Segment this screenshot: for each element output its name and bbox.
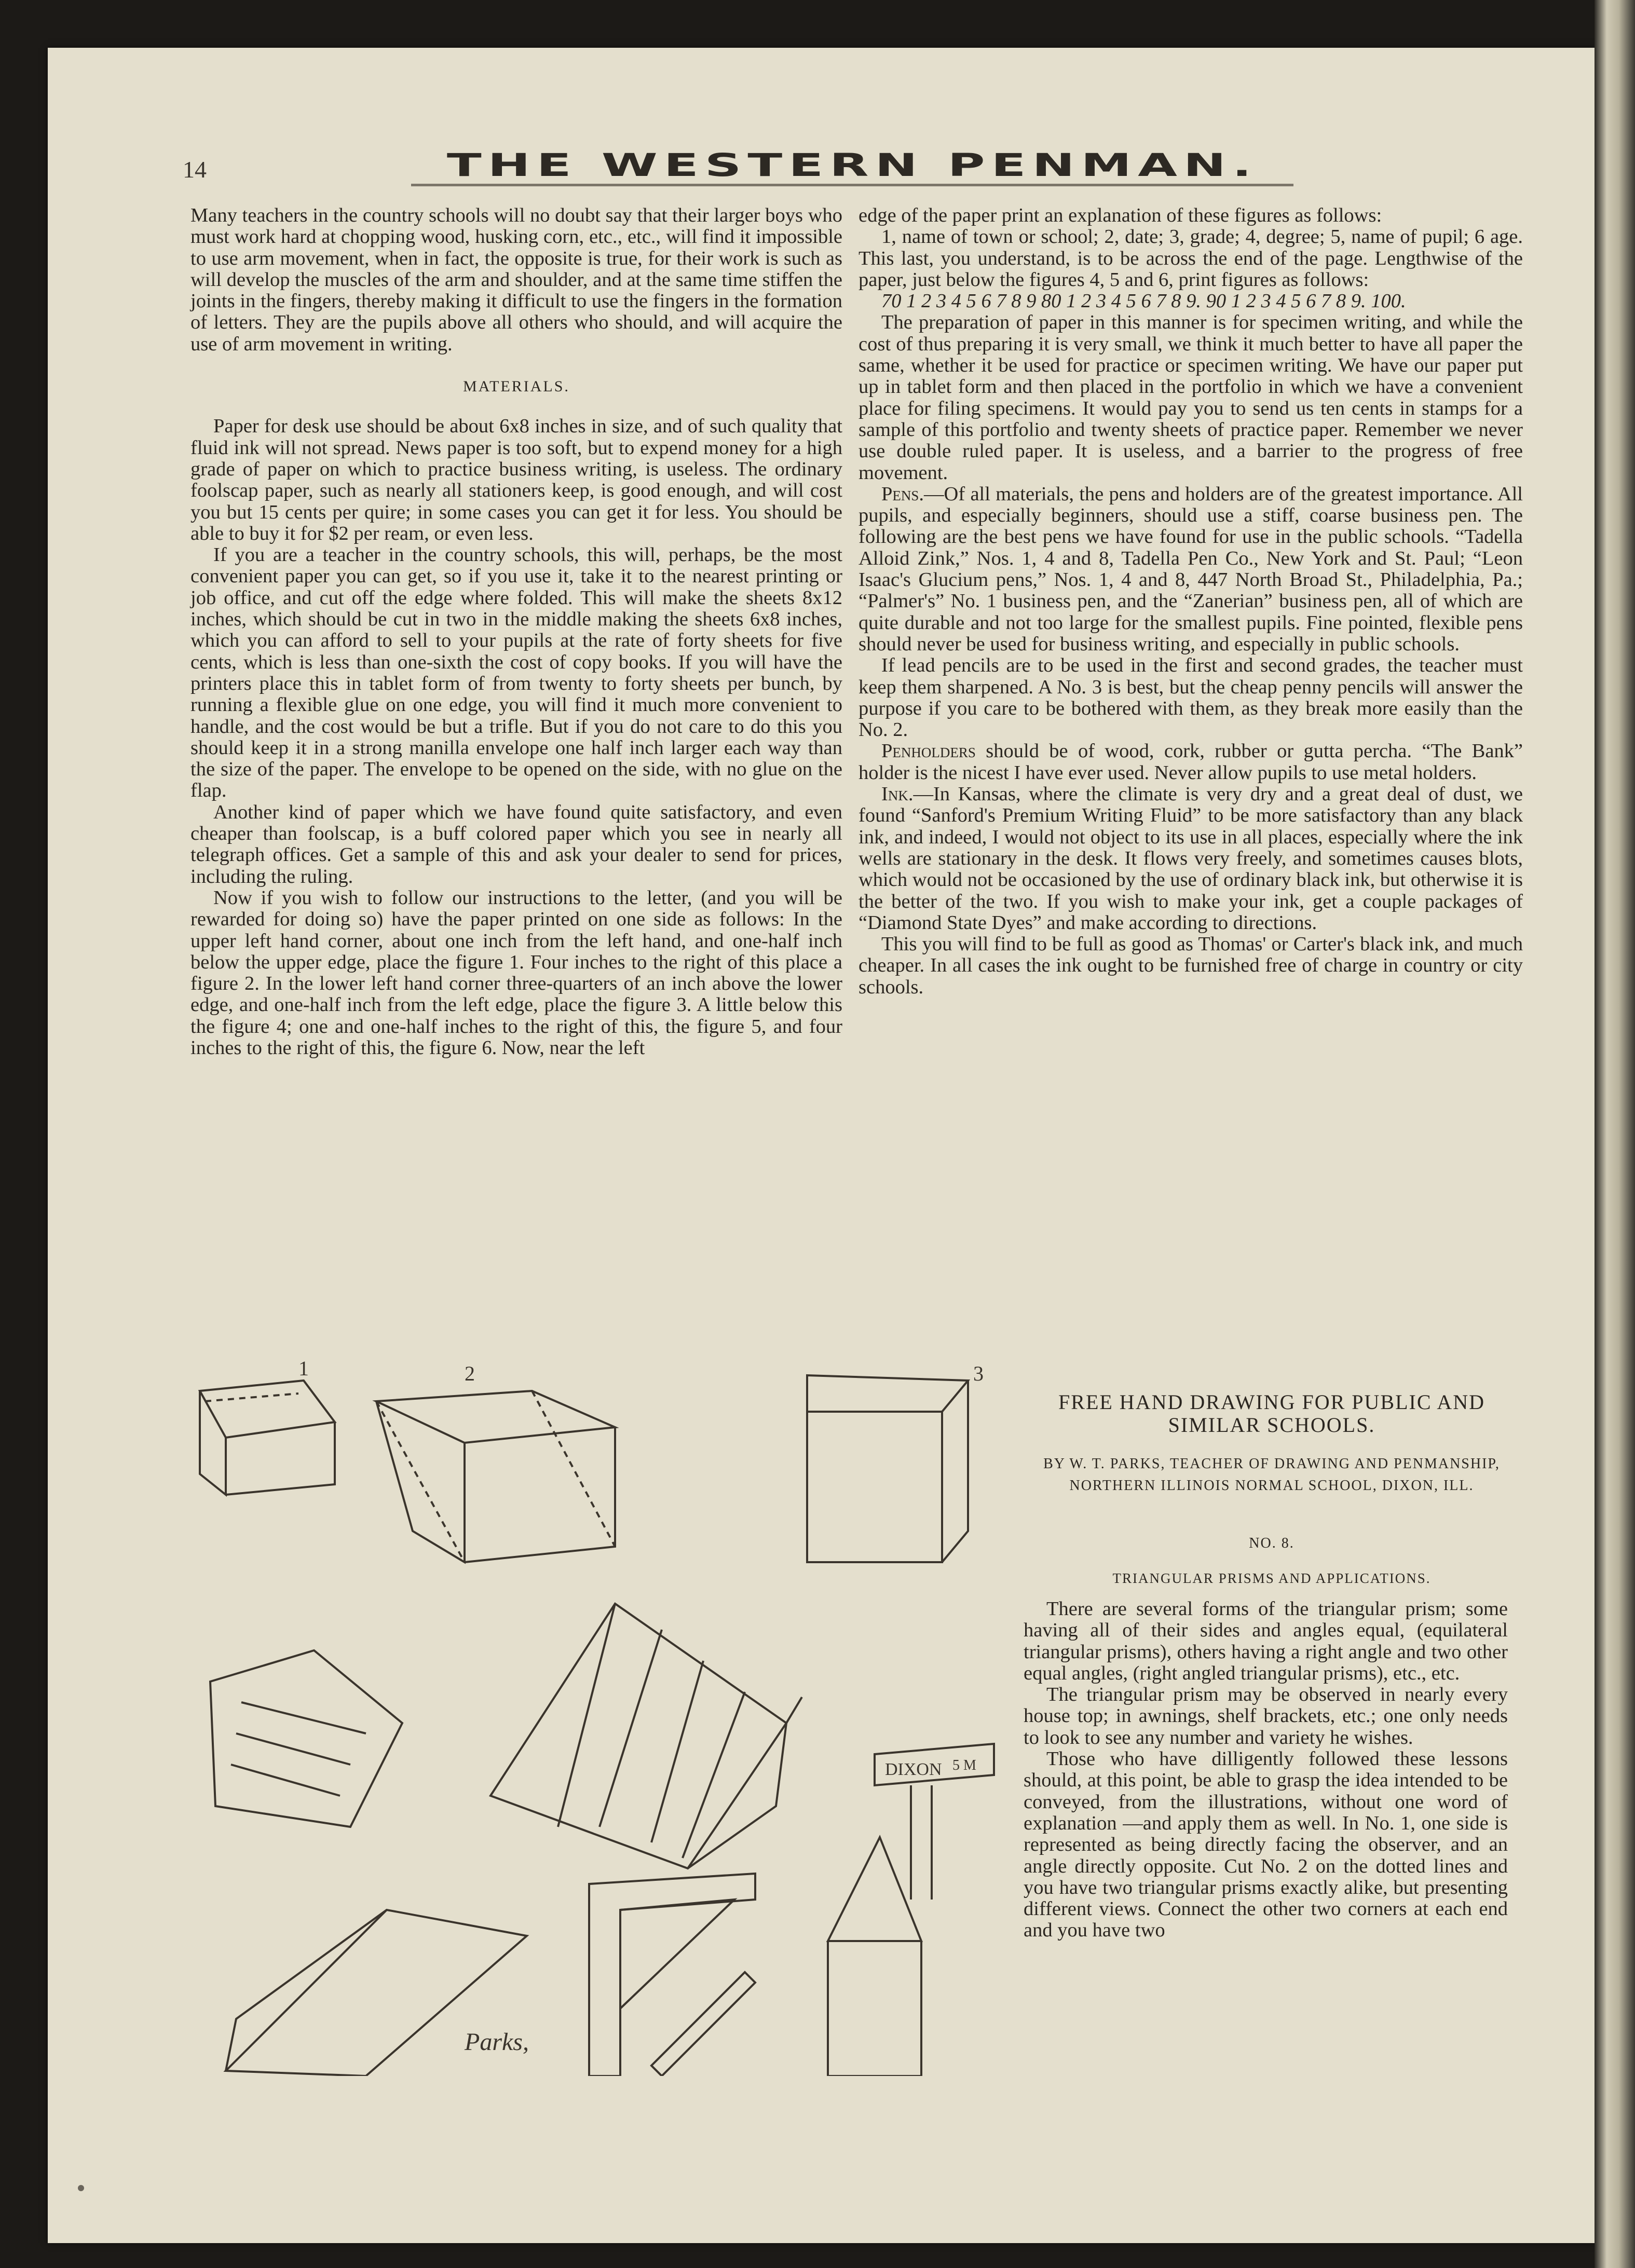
prism-illustrations: [195, 1360, 1015, 2076]
materials-heading: MATERIALS.: [463, 378, 570, 395]
sign-text-2: 5 M: [952, 1757, 976, 1773]
left-paragraph-3: If you are a teacher in the country schools, this will, perhaps, be the most convenient paper you can get, so if you use it, take it to the nearest printing or job office, and cut off the edge where folded. This will make the sheets 8x12 inches, which should be cut in two in the middle making the sheets 6x8 inches, which you can afford to sell to your pupils at the rate of forty sheets for five cents, which is less than one-sixth the cost of copy books. If you will have the printers place this in tablet form of from twenty to forty sheets per bunch, by running a flexible glue on one edge, you will find it much more convenient to handle, and the cost would be but a trifle. But if you do not care to do this you should keep it in a strong manilla envelope one half inch larger each way than the size of the paper. The envelope to be opened on the side, with no glue on the flap.: [190, 544, 842, 802]
artist-signature: Parks,: [465, 2028, 529, 2056]
masthead: THE WESTERN PENMAN.: [446, 147, 1258, 184]
tent-drawing: [491, 1604, 802, 1868]
figure-2-label: 2: [465, 1362, 475, 1385]
article-byline: BY W. T. PARKS, TEACHER OF DRAWING AND PENMANSHIP, NORTHERN ILLINOIS NORMAL SCHOOL, DIXON, ILL.: [1043, 1456, 1500, 1494]
pen-drawing: [651, 1972, 755, 2076]
pencils-paragraph: If lead pencils are to be used in the first and second grades, the teacher must keep them sharpened. A No. 3 is best, but the cheap penny pencils will answer the purpose if you care to be bothered with them, as they break more easily than the No. 2.: [859, 654, 1523, 741]
figure-1-prism: [200, 1381, 335, 1495]
pens-label: Pens.: [881, 483, 924, 505]
article-paragraph-2: The triangular prism may be observed in nearly every house top; in awnings, shelf brackets, etc.; one only needs to look to see any number and variety he wishes.: [1024, 1684, 1508, 1748]
sign-text: DIXON: [885, 1760, 942, 1779]
right-paragraph-1: edge of the paper print an explanation of these figures as follows:: [859, 204, 1382, 226]
penholders-paragraph: [859, 741, 1523, 784]
margin-mark: [78, 2185, 84, 2191]
roof-drawing: [210, 1650, 402, 1827]
right-paragraph-2: 1, name of town or school; 2, date; 3, grade; 4, degree; 5, name of pupil; 6 age. This last, you understand, is to be across the end of the page. Lengthwise of the paper, just below the figures 4, 5 and 6, print figures as follows:: [859, 226, 1523, 291]
ink-label: Ink.: [881, 783, 914, 805]
article-column: [1024, 1598, 1508, 1942]
penholders-text: should be of wood, cork, rubber or gutta percha. “The Bank” holder is the nicest I have ever used. Never allow pupils to use metal holders.: [859, 740, 1523, 784]
left-paragraph-2: Paper for desk use should be about 6x8 inches in size, and of such quality that fluid ink will not spread. News paper is too soft, but to expend money for a high grade of paper on which to practice business writing, is useless. The ordinary foolscap paper, such as nearly all stationers keep, is good enough, and will cost you but 15 cents per quire; in some cases you can get it for less. You should be able to buy it for $2 per ream, or even less.: [190, 415, 842, 544]
left-paragraph-1: Many teachers in the country schools will no doubt say that their larger boys who must work hard at chopping wood, husking corn, etc., etc., will find it impossible to use arm movement, when in fact, the opposite is true, for their work is such as will develop the muscles of the arm and shoulder, and at the same time stiffen the joints in the fingers, thereby making it difficult to use the fingers in the formation of letters. They are the pupils above all others who should, and will acquire the use of arm movement in writing.: [190, 204, 842, 355]
article-paragraph-1: There are several forms of the triangular prism; some having all of their sides and angles equal, (equilateral triangular prisms), others having a right angle and two other equal angles, (right angled triangular prisms), etc., etc.: [1024, 1598, 1508, 1684]
left-paragraph-5: Now if you wish to follow our instructions to the letter, (and you will be rewarded for doing so) have the paper printed on one side as follows: In the upper left hand corner, about one inch from the left hand, and one-half inch below the upper edge, place the figure 1. Four inches to the right of this place a figure 2. In the lower left hand corner three-quarters of an inch above the lower edge, and one-half inch from the left edge, place the figure 3. A little below this the figure 4; one and one-half inches to the right of this, the figure 5, and four inches to the right of this, the figure 6. Now, near the left: [190, 886, 842, 1059]
article-subhead: TRIANGULAR PRISMS AND APPLICATIONS.: [1112, 1570, 1431, 1586]
pens-paragraph: [859, 484, 1523, 655]
triangle-box: [828, 1837, 921, 2076]
figure-1-label: 1: [298, 1360, 309, 1380]
penholders-label: Penholders: [881, 740, 976, 762]
book-spine: [1595, 0, 1635, 2268]
figure-3-label: 3: [973, 1362, 984, 1385]
ink-text: —In Kansas, where the climate is very dry and a great deal of dust, we found “Sanford's Premium Writing Fluid” to be more satisfactory than any black ink, and indeed, I would not object to its use in all places, especially where the ink wells are stationary in the desk. It flows very freely, and sometimes causes blots, which would not be occasioned by the use of ordinary black ink, but otherwise it is the better of the two. If you wish to make your ink, get a couple packages of “Diamond State Dyes” and make according to directions.: [859, 783, 1523, 934]
figures-line: 70 1 2 3 4 5 6 7 8 9 80 1 2 3 4 5 6 7 8 9. 90 1 2 3 4 5 6 7 8 9. 100.: [881, 290, 1406, 312]
right-column: [859, 205, 1523, 998]
figure-3-prism: [807, 1375, 968, 1562]
left-paragraph-4: Another kind of paper which we have found quite satisfactory, and even cheaper than foolscap, is a buff colored paper which you see in nearly all telegraph offices. Get a sample of this and ask your dealer to send for prices, including the ruling.: [190, 801, 842, 887]
pens-text: —Of all materials, the pens and holders are of the greatest importance. All pupils, and especially beginners, should use a stiff, coarse business pen. The following are the best pens we have found for use in the public schools. “Tadella Alloid Zink,” Nos. 1, 4 and 8, Tadella Pen Co., New York and St. Paul; “Leon Isaac's Glucium pens,” Nos. 1, 4 and 8, 447 North Broad St., Philadelphia, Pa.; “Palmer's” No. 1 business pen, and the “Zanerian” business pen, all of which are quite durable and not too large for the smallest pupils. Fine pointed, flexible pens should never be used for business writing, and especially in public schools.: [859, 483, 1523, 655]
right-paragraph-3: The preparation of paper in this manner is for specimen writing, and while the cost of thus preparing it is very small, we think it much better to have all paper the same, whether it be used for practice or specimen writing. We have our paper put up in tablet form and then placed in the portfolio in which we have a convenient place for filing specimens. It would pay you to send us ten cents in stamps for a sample of this portfolio and twenty sheets of practice paper. Remember we never use double ruled paper. It is useless, and a barrier to the progress of free movement.: [859, 311, 1523, 484]
article-number: NO. 8.: [1249, 1535, 1295, 1551]
page-number: 14: [183, 156, 207, 183]
masthead-rule: [411, 184, 1293, 186]
right-paragraph-8: This you will find to be full as good as Thomas' or Carter's black ink, and much cheaper. In all cases the ink ought to be furnished free of charge in country or city schools.: [859, 933, 1523, 998]
prism-drawings: [195, 1360, 1015, 2076]
article-title: FREE HAND DRAWING FOR PUBLIC AND SIMILAR SCHOOLS.: [1058, 1390, 1485, 1437]
figure-2-prism: [376, 1391, 615, 1562]
left-column: [190, 205, 842, 1059]
article-paragraph-3: Those who have dilligently followed these lessons should, at this point, be able to grasp the idea intended to be conveyed, from the illustrations, without one word of explanation —and apply them as well. In No. 1, one side is represented as being directly facing the observer, and an angle directly opposite. Cut No. 2 on the dotted lines and you have two triangular prisms exactly alike, but presenting different views. Connect the other two corners at each end and you have two: [1024, 1748, 1508, 1942]
ink-paragraph: [859, 784, 1523, 934]
